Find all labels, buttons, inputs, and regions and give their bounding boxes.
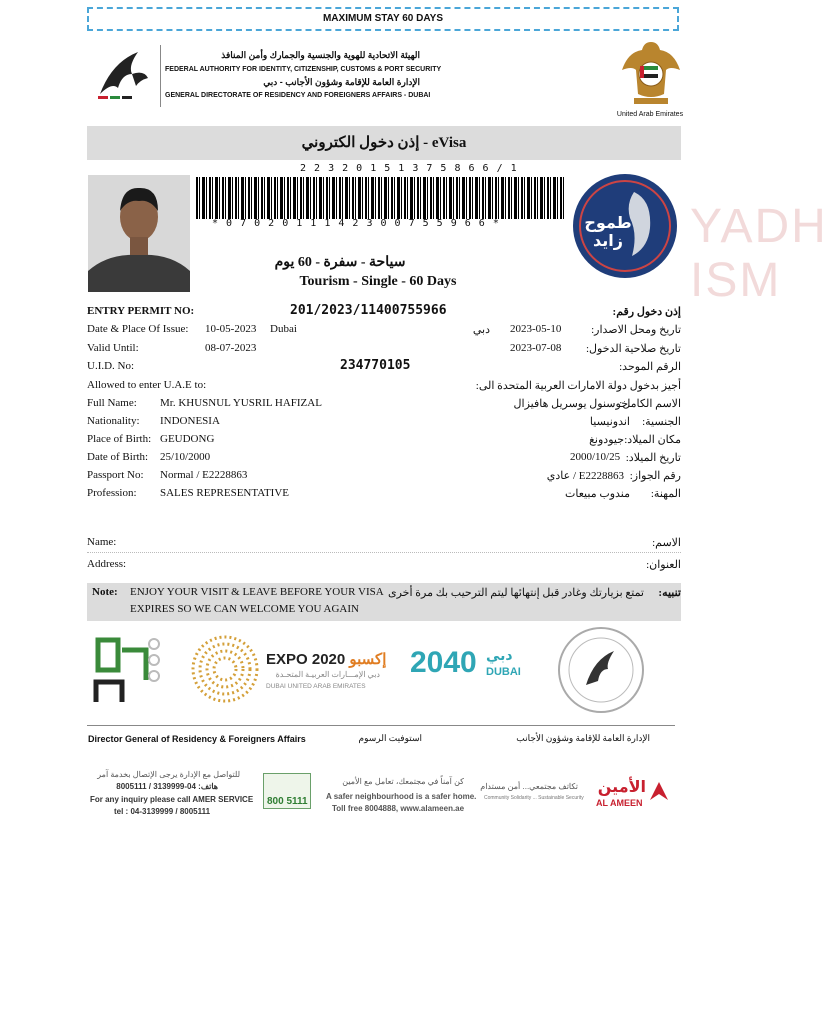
nationality-value-ar: اندونيسيا: [589, 416, 630, 428]
profession-label-en: Profession:: [87, 487, 137, 499]
allowed-label-en: Allowed to enter U.A.E to:: [87, 379, 207, 391]
note-text-ar: تمتع بزيارتك وغادر قبل إنتهائها ليتم الترحيب بك مرة أخرى: [387, 587, 644, 599]
passport-label-ar: رقم الجواز:: [629, 470, 681, 482]
dubai-2040-en: DUBAI: [486, 666, 521, 678]
permit-label-en: ENTRY PERMIT NO:: [87, 305, 195, 317]
signature-divider: [87, 725, 675, 726]
name-value-ar: خوسنول يوسريل هافيزال: [513, 398, 628, 410]
issue-place-en: Dubai: [270, 323, 297, 335]
sponsor-name-line: [87, 552, 681, 553]
authority-name-en: FEDERAL AUTHORITY FOR IDENTITY, CITIZENSHIP, CUSTOMS & PORT SECURITY: [165, 66, 442, 73]
passport-label-en: Passport No:: [87, 469, 144, 481]
dubai-2040-ar: دبي: [486, 648, 513, 664]
amer-contact-ar-2: هاتف: 04-3139999 / 8005111: [116, 782, 218, 791]
barcode: [196, 177, 566, 219]
holder-photo: [88, 175, 190, 292]
expo-title-en: EXPO 2020: [266, 651, 346, 668]
falcon-logo-icon: [92, 44, 154, 108]
alameen-logo-ar: الأمين: [597, 777, 646, 796]
valid-value-ar: 2023-07-08: [510, 342, 562, 354]
dob-value-en: 25/10/2000: [160, 451, 211, 463]
alameen-tollfree: Toll free 8004888, www.alameen.ae: [332, 804, 465, 813]
community-slogan-ar: تكاتف مجتمعي... أمن مستدام: [480, 782, 578, 791]
uid-label-ar: الرقم الموحد:: [619, 361, 681, 373]
valid-value-en: 08-07-2023: [205, 342, 257, 354]
uid-label-en: U.I.D. No:: [87, 360, 135, 372]
passport-value-ar: E2228863 / عادي: [546, 470, 624, 482]
nationality-label-ar: الجنسية:: [642, 416, 681, 428]
alameen-slogan-en: A safer neighbourhood is a safer home.: [326, 792, 477, 801]
alameen-logo-en: AL AMEEN: [596, 798, 643, 808]
note-text-en-2: EXPIRES SO WE CAN WELCOME YOU AGAIN: [130, 603, 359, 615]
nationality-value-en: INDONESIA: [160, 415, 220, 427]
evisa-title: إذن دخول الكتروني - eVisa: [87, 126, 681, 160]
valid-label-ar: تاريخ صلاحية الدخول:: [585, 343, 681, 355]
dob-value-ar: 2000/10/25: [570, 451, 621, 463]
permit-label-ar: إذن دخول رقم:: [612, 306, 681, 318]
barcode-top-number: 2 2 3 2 0 1 5 1 3 7 5 8 6 6 / 1: [300, 163, 518, 174]
note-label-ar: تنبيه:: [658, 587, 681, 599]
seal-text: طموح زايد: [584, 213, 632, 250]
nationality-label-en: Nationality:: [87, 415, 140, 427]
sponsor-address-label-en: Address:: [87, 558, 127, 570]
directorate-name-en: GENERAL DIRECTORATE OF RESIDENCY AND FOREIGNERS AFFAIRS - DUBAI: [165, 92, 431, 99]
uid-value: 234770105: [340, 358, 411, 373]
name-value-en: Mr. KHUSNUL YUSRIL HAFIZAL: [160, 397, 322, 409]
expo-subtitle-en: DUBAI UNITED ARAB EMIRATES: [266, 683, 366, 690]
birthplace-label-ar: مكان الميلاد:: [624, 434, 681, 446]
visa-type-ar: سياحة - سفرة - 60 يوم: [274, 255, 406, 270]
fees-paid-ar: استوفيت الرسوم: [358, 733, 422, 743]
profession-label-ar: المهنة:: [650, 488, 681, 500]
sponsor-address-label-ar: العنوان:: [646, 559, 681, 571]
permit-number: 201/2023/11400755966: [290, 303, 447, 318]
profession-value-en: SALES REPRESENTATIVE: [160, 487, 289, 499]
issue-label-ar: تاريخ ومحل الاصدار:: [591, 324, 681, 336]
gdrfa-seal-icon: [556, 625, 646, 715]
note-label-en: Note:: [92, 586, 118, 598]
profession-value-ar: مندوب مبيعات: [565, 488, 630, 500]
barcode-bottom-number: * 0 7 0 2 0 1 1 1 4 2 3 0 0 7 5 5 9 6 6 *: [212, 218, 500, 229]
name-label-en: Full Name:: [87, 397, 137, 409]
amer-contact-en-1: For any inquiry please call AMER SERVICE: [90, 795, 254, 804]
directorate-title-ar: الإدارة العامة للإقامة وشؤون الأجانب: [516, 733, 650, 743]
amer-contact-ar-1: للتواصل مع الإدارة يرجى الإتصال بخدمة آمر: [97, 770, 240, 779]
name-label-ar: الاسم الكامل:: [619, 398, 681, 410]
birthplace-value-en: GEUDONG: [160, 433, 215, 445]
max-stay-banner: MAXIMUM STAY 60 DAYS: [87, 7, 679, 31]
passport-value-en: Normal / E2228863: [160, 469, 248, 481]
uae-emblem-icon: [618, 36, 684, 108]
header-divider: [160, 45, 161, 107]
director-title-en: Director General of Residency & Foreigners Affairs: [88, 734, 306, 744]
expo-subtitle-ar: دبي الإمـــارات العربيـة المتحـدة: [275, 670, 380, 679]
dob-label-en: Date of Birth:: [87, 451, 149, 463]
issue-label-en: Date & Place Of Issue:: [87, 323, 189, 335]
birthplace-label-en: Place of Birth:: [87, 433, 152, 445]
visa-type-en: Tourism - Single - 60 Days: [299, 274, 457, 289]
authority-name-ar: الهيئة الاتحادية للهوية والجنسية والجمارك وأمن المنافذ: [221, 50, 420, 60]
expo-emblem-icon: [190, 634, 260, 704]
emblem-caption: United Arab Emirates: [616, 111, 684, 118]
expo-title: [266, 650, 386, 668]
issue-date-ar: 2023-05-10: [510, 323, 562, 335]
dob-label-ar: تاريخ الميلاد:: [625, 452, 681, 464]
alameen-logo-icon: [648, 780, 670, 802]
amer-logo-icon: [88, 630, 168, 710]
birthplace-value-ar: جيودونغ: [589, 434, 624, 446]
amer-contact-en-2: tel : 04-3139999 / 8005111: [114, 807, 211, 816]
note-text-en-1: ENJOY YOUR VISIT & LEAVE BEFORE YOUR VISA: [130, 586, 384, 598]
dubai-2040-year: 2040: [410, 646, 477, 679]
issue-date-en: 10-05-2023: [205, 323, 257, 335]
directorate-name-ar: الإدارة العامة للإقامة وشؤون الأجانب - دبي: [263, 77, 420, 87]
expo-title-ar: إكسبو: [349, 651, 387, 668]
sponsor-name-label-en: Name:: [87, 536, 117, 548]
sponsor-name-label-ar: الاسم:: [652, 537, 681, 549]
alameen-slogan-ar: كن آمناً في مجتمعك، تعامل مع الأمين: [342, 777, 464, 786]
service-number: 800 5111: [267, 796, 308, 807]
community-slogan-en: Community Solidarity ... Sustainable Security: [484, 795, 584, 801]
watermark-text: YADH ISM: [690, 200, 828, 307]
valid-label-en: Valid Until:: [87, 342, 139, 354]
allowed-label-ar: أجيز بدخول دولة الامارات العربية المتحدة الى:: [475, 380, 681, 392]
issue-place-ar: دبي: [472, 324, 490, 336]
